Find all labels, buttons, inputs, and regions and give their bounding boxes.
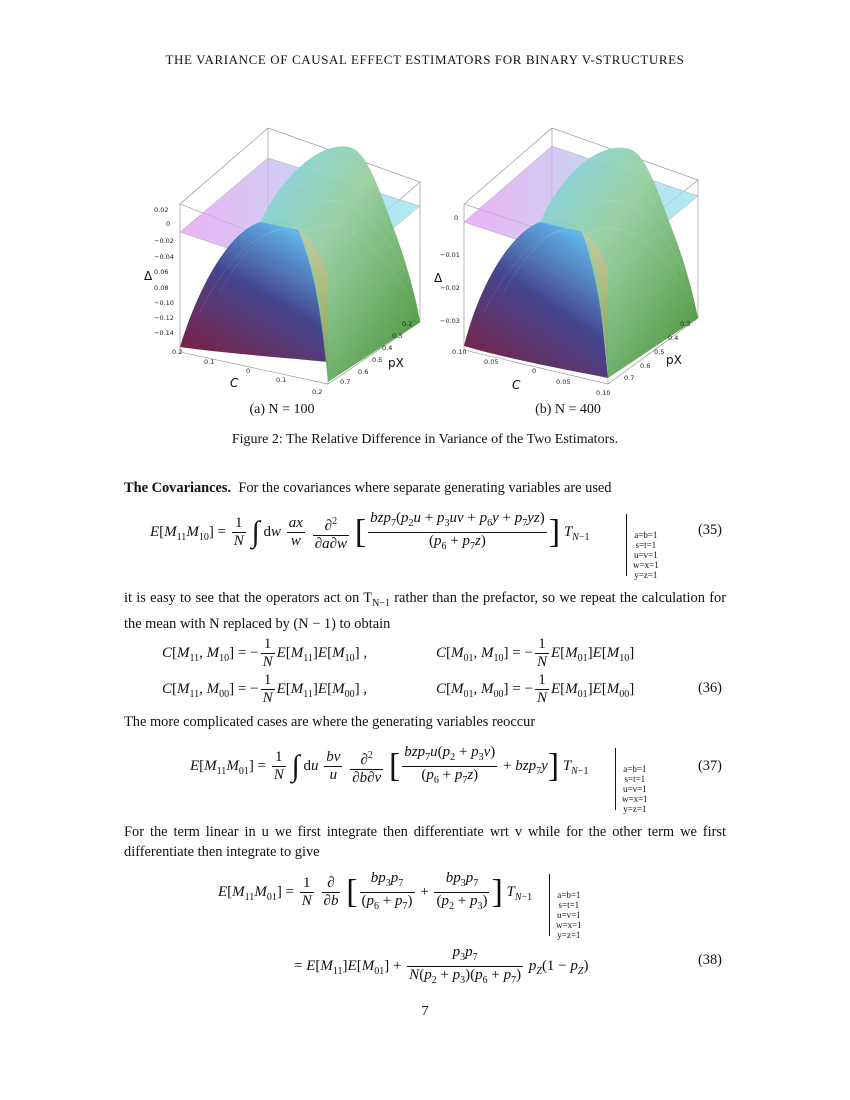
svg-text:0.4: 0.4: [382, 344, 393, 352]
figure-caption: Figure 2: The Relative Difference in Variance of the Two Estimators.: [231, 432, 619, 447]
svg-text:−0.04: −0.04: [154, 253, 174, 261]
page-number: 7: [421, 1004, 429, 1019]
equation-37: $E[M_{11}M_{01}]$ = $\frac{1}{N}$ ∫ du $\frac{bv}{u}$ $\frac{\partial^2}{\partial b\partial v}$ [ $\frac{bzp_7u(p_2 + p_3v)}{(p_6 + p_7z)}$ + bzp$_7$y] $T_{N-1}$: [190, 744, 588, 789]
running-head: THE VARIANCE OF CAUSAL EFFECT ESTIMATORS FOR BINARY V-STRUCTURES: [165, 52, 685, 67]
surface-plot-a: [140, 122, 430, 402]
svg-text:−0.03: −0.03: [440, 317, 460, 325]
svg-text:0.05: 0.05: [484, 358, 499, 366]
svg-text:0.05: 0.05: [556, 378, 571, 386]
svg-text:0: 0: [454, 214, 459, 222]
eval-subs-38: a=b=1 s=t=1 u=v=1 w=x=1 y=z=1: [556, 890, 582, 940]
svg-text:0.1: 0.1: [276, 376, 287, 384]
eq-number-38: (38): [698, 952, 722, 968]
svg-text:−0.10: −0.10: [154, 299, 174, 307]
svg-text:−0.01: −0.01: [440, 251, 460, 259]
svg-text:−0.02: −0.02: [440, 284, 460, 292]
eq-number-36: (36): [698, 680, 722, 696]
paragraph-3: For the term linear in u we first integrate then differentiate wrt v while for the other term we first differentiate then integrate to give: [124, 824, 726, 860]
z-axis-label-a: Δ: [144, 269, 153, 283]
svg-text:0.7: 0.7: [624, 374, 635, 382]
subcaption-b: (b) N = 400: [535, 402, 601, 417]
equation-38-line1: $E[M_{11}M_{01}]$ = $\frac{1}{N}$ $\frac{\partial}{\partial b}$ [ $\frac{bp_3p_7}{(p_6 + p_7)}$ + $\frac{bp_3p_7}{(p_2 + p_3)}$ ] $T_{N-1}$: [218, 870, 532, 915]
svg-text:0.5: 0.5: [372, 356, 383, 364]
z-axis-label-b: Δ: [434, 271, 443, 285]
svg-text:0.06: 0.06: [154, 268, 169, 276]
equation-36-row3: $C[M_{11}$, $M_{00}$] = − $\frac{1}{N}$ $E[M_{11}]E[M_{00}]$ ,: [162, 672, 368, 706]
svg-text:0.5: 0.5: [654, 348, 665, 356]
svg-text:0.2: 0.2: [172, 348, 183, 356]
svg-text:0.6: 0.6: [358, 368, 369, 376]
svg-text:0.2: 0.2: [402, 320, 413, 328]
equation-36-row2: $C[M_{01}$, $M_{10}$] = − $\frac{1}{N}$ $E[M_{01}]E[M_{10}]$: [436, 636, 635, 670]
equation-38-line2: = $E[M_{11}]E[M_{01}]$ + $\frac{p_3p_7}{N(p_2 + p_3)(p_6 + p_7)}$ $p_Z(1 - p_Z)$: [294, 944, 588, 989]
c-axis-label-b: C: [512, 378, 521, 392]
p-axis-label-a: pX: [388, 356, 404, 370]
p-axis-label-b: pX: [666, 353, 682, 367]
figure-panel-b: [428, 122, 718, 402]
section-intro: The Covariances. For the covariances where separate generating variables are used: [124, 480, 612, 496]
eval-bar-38: [549, 874, 550, 936]
svg-text:0.10: 0.10: [452, 348, 467, 356]
svg-text:−0.12: −0.12: [154, 314, 174, 322]
section-heading: The Covariances.: [124, 480, 232, 496]
eval-subs-37: a=b=1 s=t=1 u=v=1 w=x=1 y=z=1: [622, 764, 648, 814]
svg-text:0: 0: [166, 220, 171, 228]
surface-plot-b: [428, 122, 718, 402]
eq-number-37: (37): [698, 758, 722, 774]
paragraph-1: it is easy to see that the operators act on $T_{N-1}$ rather than the prefactor, so we repeat the calculation for the mean with N replaced by (N − 1) to obtain: [124, 590, 726, 632]
svg-text:−0.02: −0.02: [154, 237, 174, 245]
equation-36-row4: $C[M_{01}$, $M_{00}$] = − $\frac{1}{N}$ $E[M_{01}]E[M_{00}]$: [436, 672, 635, 706]
subcaption-a: (a) N = 100: [249, 402, 315, 417]
eval-subs-35: a=b=1 s=t=1 u=v=1 w=x=1 y=z=1: [633, 530, 659, 580]
c-axis-label-a: C: [230, 376, 239, 390]
svg-text:0.1: 0.1: [204, 358, 215, 366]
svg-text:0.3: 0.3: [680, 320, 691, 328]
svg-text:0: 0: [532, 367, 537, 375]
svg-text:0.4: 0.4: [668, 334, 679, 342]
svg-text:0.02: 0.02: [154, 206, 169, 214]
svg-text:0.10: 0.10: [596, 389, 611, 397]
eq-number-35: (35): [698, 522, 722, 538]
figure-panel-a: [140, 122, 430, 402]
svg-text:0: 0: [246, 367, 251, 375]
svg-text:−0.14: −0.14: [154, 329, 174, 337]
svg-text:0.08: 0.08: [154, 284, 169, 292]
svg-text:0.7: 0.7: [340, 378, 351, 386]
eval-bar-35: [626, 514, 627, 576]
paragraph-2: The more complicated cases are where the generating variables reoccur: [124, 714, 536, 730]
svg-text:0.3: 0.3: [392, 332, 403, 340]
svg-text:0.2: 0.2: [312, 388, 323, 396]
svg-text:0.6: 0.6: [640, 362, 651, 370]
equation-36-row1: $C[M_{11}$, $M_{10}$] = − $\frac{1}{N}$ $E[M_{11}]E[M_{10}]$ ,: [162, 636, 368, 670]
eval-bar-37: [615, 748, 616, 810]
equation-35: $E[M_{11}M_{10}]$ = $\frac{1}{N}$ ∫ dw $\frac{ax}{w}$ $\frac{\partial^2}{\partial a\partial w}$ [ $\frac{bzp_7(p_2u + p_3uv + p_6y + p_7yz)}{(p_6 + p_7z)}$ ] $T_{N-1}$: [150, 510, 589, 555]
